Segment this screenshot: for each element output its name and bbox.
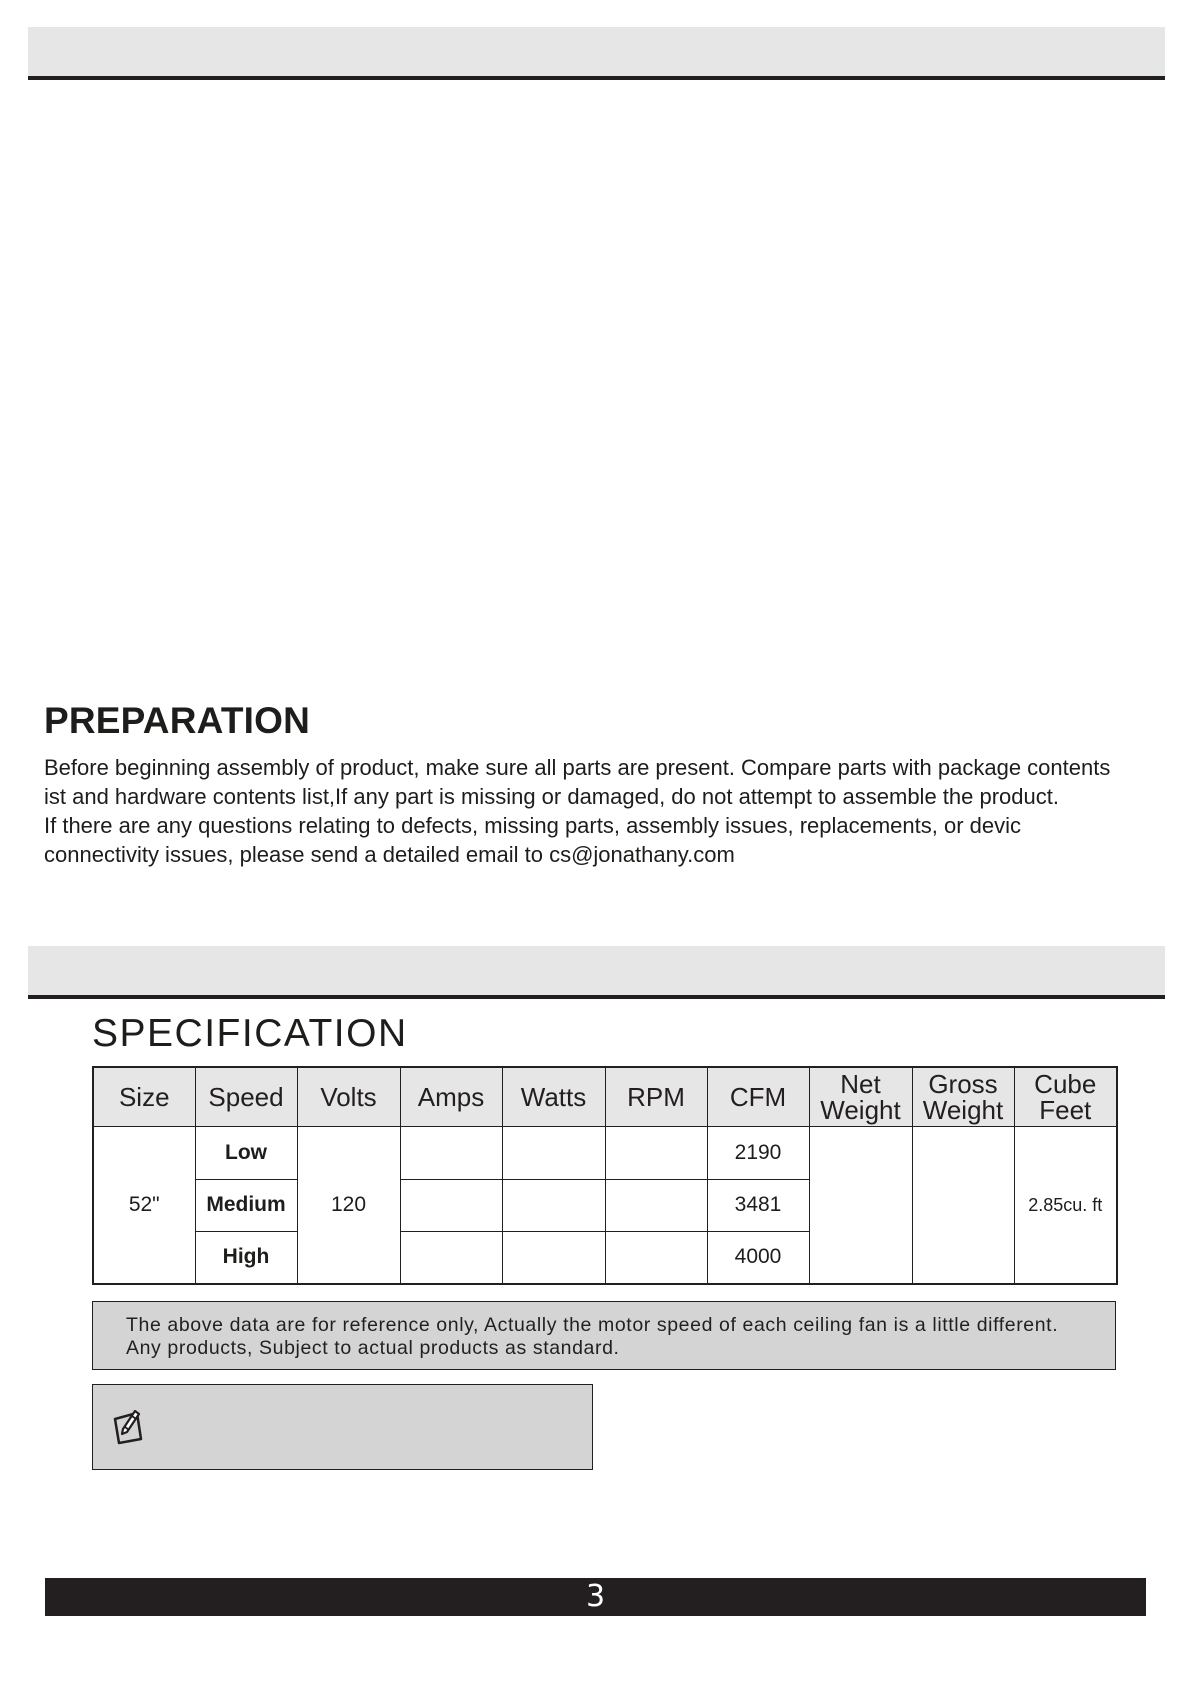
- amps-cell: [400, 1127, 502, 1179]
- header-amps: Amps: [400, 1067, 502, 1127]
- header-net-weight-line1: Net: [840, 1069, 881, 1100]
- cfm-cell: 2190: [707, 1127, 809, 1179]
- header-band: [28, 27, 1165, 80]
- speed-cell: Medium: [195, 1179, 297, 1231]
- volts-cell: 120: [297, 1127, 400, 1284]
- preparation-line: ist and hardware contents list,If any part is missing or damaged, do not attempt to assemble the product.: [44, 784, 1059, 809]
- watts-cell: [502, 1231, 605, 1284]
- cfm-cell: 3481: [707, 1179, 809, 1231]
- header-cube-feet-line1: Cube: [1034, 1069, 1097, 1100]
- table-row: [93, 1127, 1117, 1179]
- note-line: Any products, Subject to actual products as standard.: [126, 1337, 620, 1359]
- reference-note: [92, 1301, 1116, 1370]
- amps-cell: [400, 1231, 502, 1284]
- watts-cell: [502, 1179, 605, 1231]
- page-number: 3: [585, 1579, 606, 1614]
- header-gross-weight-line1: Gross: [928, 1069, 998, 1100]
- watts-cell: [502, 1127, 605, 1179]
- gross-weight-cell: [912, 1127, 1014, 1284]
- cube-feet-cell: 2.85cu. ft: [1014, 1127, 1117, 1284]
- size-cell: 52": [93, 1127, 195, 1284]
- preparation-line: Before beginning assembly of product, make sure all parts are present. Compare parts with package contents: [44, 755, 1111, 780]
- specification-table: [92, 1066, 1118, 1285]
- rpm-cell: [605, 1179, 707, 1231]
- preparation-line: connectivity issues, please send a detailed email to cs@jonathany.com: [44, 842, 735, 867]
- section-band: [28, 946, 1165, 999]
- header-gross-weight-line2: Weight: [922, 1095, 1004, 1126]
- header-speed: Speed: [195, 1067, 297, 1127]
- speed-cell: Low: [195, 1127, 297, 1179]
- preparation-text: [44, 753, 1154, 869]
- preparation-line: If there are any questions relating to defects, missing parts, assembly issues, replacements, or devic: [44, 813, 1022, 838]
- header-watts: Watts: [502, 1067, 605, 1127]
- header-gross-weight: [912, 1067, 1014, 1127]
- rpm-cell: [605, 1231, 707, 1284]
- header-cube-feet: [1014, 1067, 1117, 1127]
- header-volts: Volts: [297, 1067, 400, 1127]
- header-cube-feet-line2: Feet: [1039, 1095, 1092, 1126]
- net-weight-cell: [809, 1127, 912, 1284]
- preparation-title: PREPARATION: [44, 700, 311, 741]
- memo-box: [92, 1384, 593, 1470]
- amps-cell: [400, 1179, 502, 1231]
- rpm-cell: [605, 1127, 707, 1179]
- footer-bar: [45, 1578, 1146, 1616]
- speed-cell: High: [195, 1231, 297, 1284]
- memo-pencil-icon: [111, 1407, 145, 1445]
- header-rpm: RPM: [605, 1067, 707, 1127]
- table-header-row: [93, 1067, 1117, 1127]
- cfm-cell: 4000: [707, 1231, 809, 1284]
- header-net-weight: [809, 1067, 912, 1127]
- header-size: Size: [93, 1067, 195, 1127]
- header-net-weight-line2: Weight: [820, 1095, 901, 1126]
- note-line: The above data are for reference only, Actually the motor speed of each ceiling fan is a little different.: [126, 1314, 1059, 1336]
- header-cfm: CFM: [707, 1067, 809, 1127]
- specification-title: SPECIFICATION: [92, 1012, 408, 1055]
